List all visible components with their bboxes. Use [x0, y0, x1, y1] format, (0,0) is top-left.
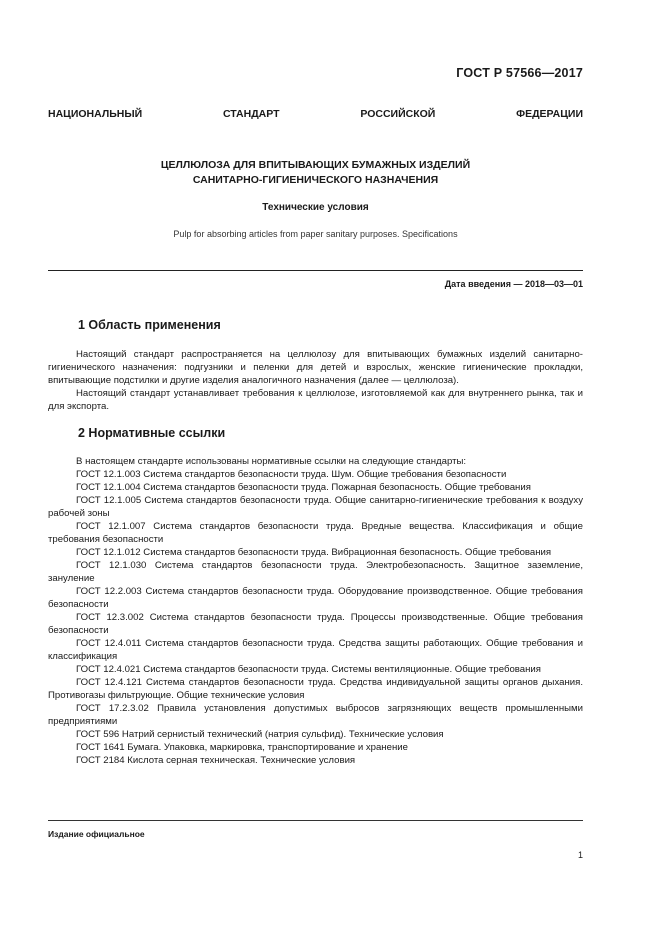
reference-item: ГОСТ 12.1.007 Система стандартов безопасности труда. Вредные вещества. Классификация и общие требования безопасности — [48, 521, 583, 545]
reference-item: ГОСТ 12.4.011 Система стандартов безопасности труда. Средства защиты работающих. Общие требования и классификация — [48, 638, 583, 662]
section-2-heading: 2 Нормативные ссылки — [78, 426, 226, 440]
section-2-body — [48, 455, 583, 767]
reference-item: ГОСТ 12.1.030 Система стандартов безопасности труда. Электробезопасность. Защитное заземление, зануление — [48, 560, 583, 584]
banner-word: РОССИЙСКОЙ — [360, 108, 436, 120]
reference-item: ГОСТ 12.4.121 Система стандартов безопасности труда. Средства индивидуальной защиты органов дыхания. Противогазы фильтрующие. Общие технические условия — [48, 677, 583, 701]
reference-item: ГОСТ 12.2.003 Система стандартов безопасности труда. Оборудование производственное. Общие требования безопасности — [48, 586, 583, 610]
reference-item: ГОСТ 12.3.002 Система стандартов безопасности труда. Процессы производственные. Общие требования безопасности — [48, 612, 583, 636]
national-standard-banner — [48, 108, 583, 120]
reference-item: ГОСТ 12.1.004 Система стандартов безопасности труда. Пожарная безопасность. Общие требования — [76, 482, 531, 493]
reference-item: ГОСТ 12.1.012 Система стандартов безопасности труда. Вибрационная безопасность. Общие требования — [76, 547, 552, 558]
section-1-heading: 1 Область применения — [78, 318, 221, 332]
paragraph: Настоящий стандарт распространяется на целлюлозу для впитывающих бумажных изделий санитарно-гигиенического назначения: подгузники и пеленки для детей и взрослых, женские гигиенические прокладки, впитывающие подстилки и другие изделия аналогичного назначения (далее — целлюлоза). — [48, 349, 583, 386]
paragraph: Настоящий стандарт устанавливает требования к целлюлозе, изготовляемой как для внутреннего рынка, так и для экспорта. — [48, 388, 583, 412]
reference-item: ГОСТ 12.4.021 Система стандартов безопасности труда. Системы вентиляционные. Общие требования — [76, 664, 541, 675]
reference-item: ГОСТ 2184 Кислота серная техническая. Технические условия — [76, 755, 356, 766]
title-line-1: ЦЕЛЛЮЛОЗА ДЛЯ ВПИТЫВАЮЩИХ БУМАЖНЫХ ИЗДЕЛИЙ — [160, 159, 471, 171]
introduction-date: Дата введения — 2018—03—01 — [444, 279, 583, 289]
document-title — [48, 158, 583, 188]
edition-label: Издание официальное — [48, 829, 145, 839]
header-divider — [48, 270, 583, 271]
reference-item: ГОСТ 596 Натрий сернистый технический (натрия сульфид). Технические условия — [76, 729, 444, 740]
reference-item: ГОСТ 17.2.3.02 Правила установления допустимых выбросов загрязняющих веществ промышленными предприятиями — [48, 703, 583, 727]
footer-divider — [48, 820, 583, 821]
banner-word: НАЦИОНАЛЬНЫЙ — [48, 108, 143, 120]
english-title: Pulp for absorbing articles from paper sanitary purposes. Specifications — [173, 229, 458, 239]
banner-word: СТАНДАРТ — [222, 108, 280, 120]
title-line-2: САНИТАРНО-ГИГИЕНИЧЕСКОГО НАЗНАЧЕНИЯ — [192, 174, 439, 186]
paragraph: В настоящем стандарте использованы нормативные ссылки на следующие стандарты: — [76, 456, 467, 467]
reference-item: ГОСТ 12.1.005 Система стандартов безопасности труда. Общие санитарно-гигиенические требования к воздуху рабочей зоны — [48, 495, 583, 519]
reference-item: ГОСТ 12.1.003 Система стандартов безопасности труда. Шум. Общие требования безопасности — [76, 469, 507, 480]
document-number: ГОСТ Р 57566—2017 — [456, 66, 583, 80]
section-1-body — [48, 348, 583, 413]
document-subtitle: Технические условия — [262, 202, 369, 213]
banner-word: ФЕДЕРАЦИИ — [516, 108, 583, 120]
reference-item: ГОСТ 1641 Бумага. Упаковка, маркировка, транспортирование и хранение — [76, 742, 408, 753]
page-number: 1 — [577, 850, 583, 860]
